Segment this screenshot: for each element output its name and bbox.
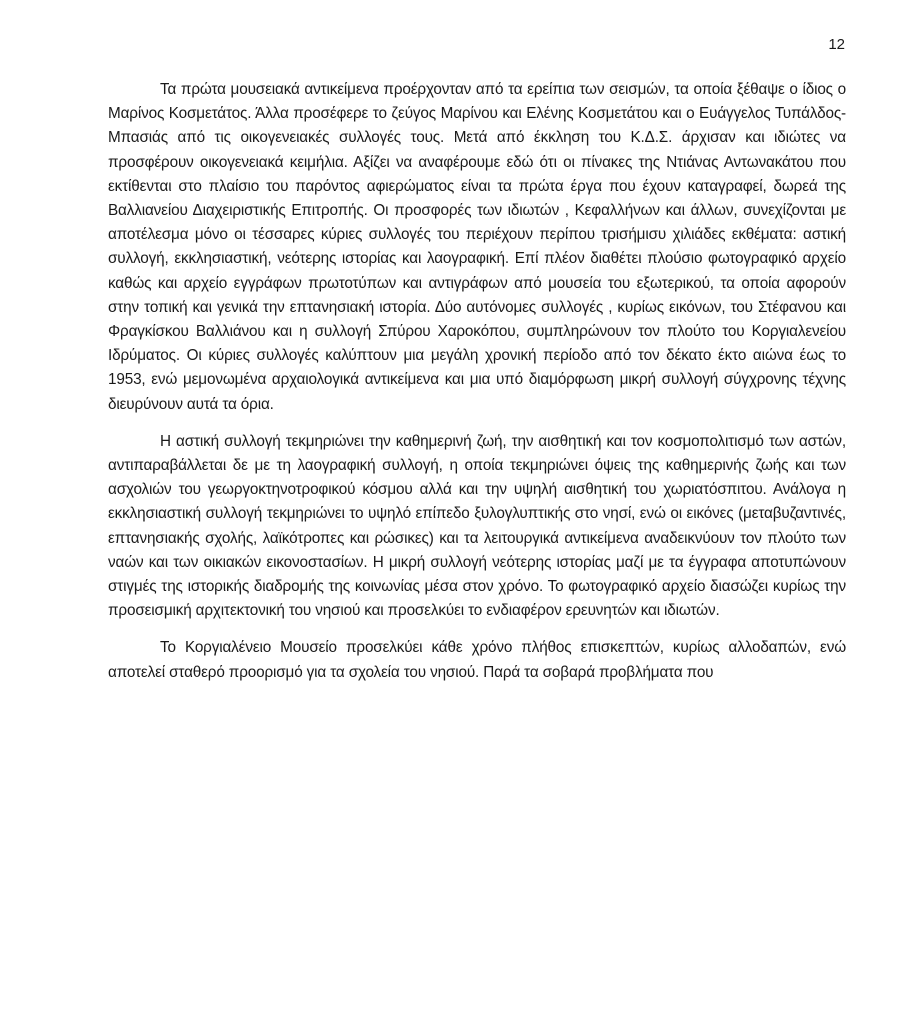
paragraph-visitors: Το Κοργιαλένειο Μουσείο προσελκύει κάθε χρόνο πλήθος επισκεπτών, κυρίως αλλοδαπών, ενώ αποτελεί σταθερό προορισμό για τα σχολεία του νησιού. Παρά τα σοβαρά προβλήματα που: [108, 639, 846, 681]
paragraph-museum-origins: Τα πρώτα μουσειακά αντικείμενα προέρχονταν από τα ερείπια των σεισμών, τα οποία ξέθαψε ο ίδιος ο Μαρίνος Κοσμετάτος. Άλλα προσέφερε το ζεύγος Μαρίνου και Ελένης Κοσμετάτου και ο Ευάγγελος Τυπάλδος-Μπασιάς από τις οικογενειακές συλλογές τους. Μετά από έκκληση του Κ.Δ.Σ. άρχισαν και ιδιώτες να προσφέρουν οικογενειακά κειμήλια. Αξίζει να αναφέρουμε εδώ ότι οι πίνακες της Ντιάνας Αντωνακάτου που εκτίθενται στο πλαίσιο του παρόντος αφιερώματος είναι τα πρώτα έργα που έχουν καταγραφεί, δωρεά της Βαλλιανείου Διαχειριστικής Επιτροπής. Οι προσφορές των ιδιωτών , Κεφαλλήνων και άλλων, συνεχίζονται με αποτέλεσμα μόνο οι τέσσαρες κύριες συλλογές του περιέχουν περίπου τρισήμισυ χιλιάδες εκθέματα: αστική συλλογή, εκκλησιαστική, νεότερης ιστορίας και λαογραφική. Επί πλέον διαθέτει πλούσιο φωτογραφικό αρχείο καθώς και αρχείο εγγράφων πρωτοτύπων και αντιγράφων από μουσεία του εξωτερικού, τα οποία αφορούν στην τοπική και γενικά την επτανησιακή ιστορία. Δύο αυτόνομες συλλογές , κυρίως εικόνων, του Στέφανου και Φραγκίσκου Βαλλιάνου και η συλλογή Σπύρου Χαροκόπου, συμπληρώνουν τον πλούτο του Κοργιαλενείου Ιδρύματος. Οι κύριες συλλογές καλύπτουν μια μεγάλη χρονική περίοδο από τον δέκατο έκτο αιώνα έως το 1953, ενώ μεμονωμένα αρχαιολογικά αντικείμενα και μια υπό διαμόρφωση μικρή συλλογή σύγχρονης τέχνης διευρύνουν αυτά τα όρια.: [108, 81, 846, 413]
body-text: [108, 78, 846, 698]
page-number: 12: [828, 36, 845, 53]
paragraph-collections-description: Η αστική συλλογή τεκμηριώνει την καθημερινή ζωή, την αισθητική και τον κοσμοπολιτισμό των αστών, αντιπαραβάλλεται δε με τη λαογραφική συλλογή, η οποία τεκμηριώνει όψεις της καθημερινής ζωής και των ασχολιών του γεωργοκτηνοτροφικού κόσμου αλλά και την υψηλή αισθητική του χωριατόσπιτου. Ανάλογα η εκκλησιαστική συλλογή τεκμηριώνει το υψηλό επίπεδο ξυλογλυπτικής στο νησί, ενώ οι εικόνες (μεταβυζαντινές, επτανησιακής σχολής, λαϊκότροπες και ρώσικες) και τα λειτουργικά αντικείμενα αναδεικνύουν τον πλούτο των ναών και των οικιακών εικονοστασίων. Η μικρή συλλογή νεότερης ιστορίας μαζί με τα έγγραφα αποτυπώνουν στιγμές της ιστορικής διαδρομής της κοινωνίας μέσα στον χρόνο. Το φωτογραφικό αρχείο διασώζει κυρίως την προσεισμική αρχιτεκτονική του νησιού και προσελκύει το ενδιαφέρον ερευνητών και ιδιωτών.: [108, 432, 846, 620]
